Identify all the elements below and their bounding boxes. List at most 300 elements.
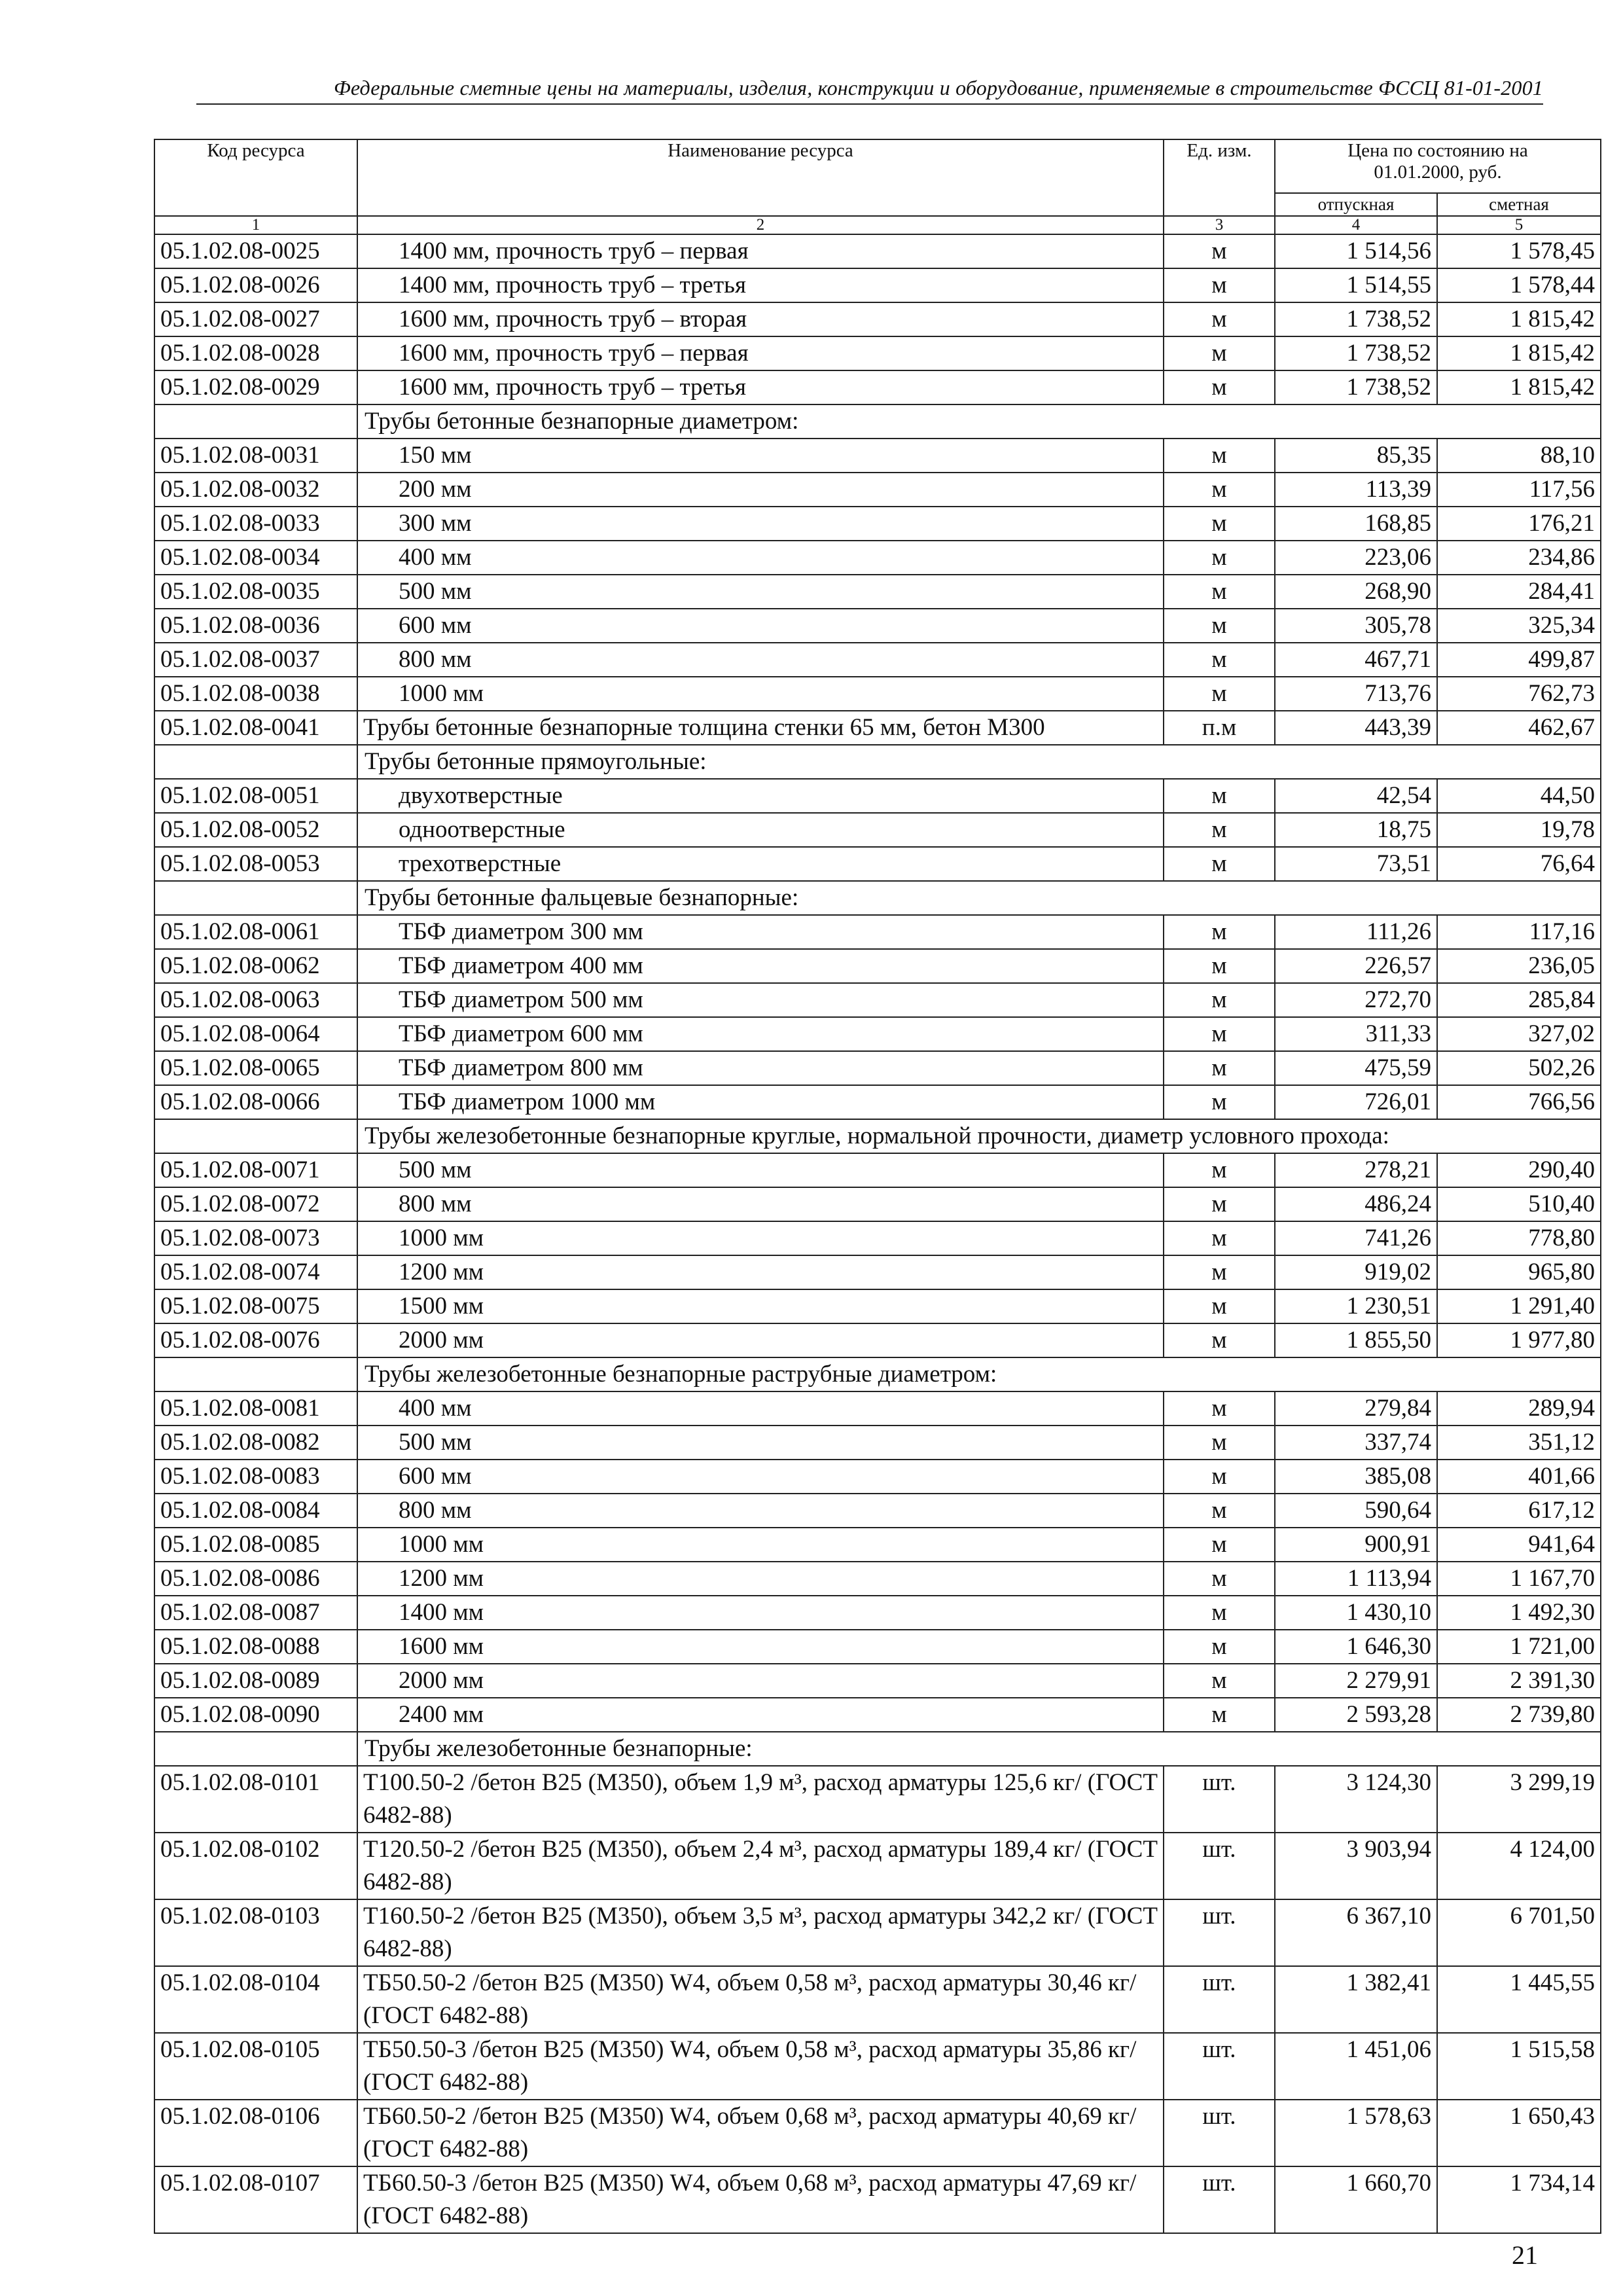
resource-code: 05.1.02.08-0081 [154, 1391, 357, 1426]
estimate-price: 1 815,42 [1437, 370, 1601, 404]
resource-code: 05.1.02.08-0053 [154, 847, 357, 881]
resource-code: 05.1.02.08-0090 [154, 1698, 357, 1732]
col-header-release: отпускная [1275, 193, 1437, 216]
table-row [154, 949, 1601, 983]
table-row [154, 1255, 1601, 1289]
resource-code: 05.1.02.08-0035 [154, 575, 357, 609]
col-number: 4 [1275, 216, 1437, 234]
table-row [154, 1698, 1601, 1732]
resource-code: 05.1.02.08-0027 [154, 302, 357, 336]
release-price: 385,08 [1275, 1460, 1437, 1494]
unit-cell: м [1164, 1187, 1275, 1221]
resource-code: 05.1.02.08-0106 [154, 2100, 357, 2166]
price-table [154, 139, 1601, 2234]
section-code-cell [154, 745, 357, 779]
resource-code: 05.1.02.08-0041 [154, 711, 357, 745]
resource-name: 1500 мм [357, 1289, 1164, 1323]
release-price: 18,75 [1275, 813, 1437, 847]
release-price: 311,33 [1275, 1017, 1437, 1051]
estimate-price: 236,05 [1437, 949, 1601, 983]
release-price: 1 738,52 [1275, 370, 1437, 404]
release-price: 279,84 [1275, 1391, 1437, 1426]
col-number: 2 [357, 216, 1164, 234]
unit-cell: м [1164, 336, 1275, 370]
estimate-price: 617,12 [1437, 1494, 1601, 1528]
unit-cell: м [1164, 1664, 1275, 1698]
resource-name: 1600 мм, прочность труб – третья [357, 370, 1164, 404]
resource-code: 05.1.02.08-0086 [154, 1562, 357, 1596]
table-row [154, 983, 1601, 1017]
running-header: Федеральные сметные цены на материалы, изделия, конструкции и оборудование, применяемые в строительстве ФССЦ 81-01-2001 [196, 75, 1543, 105]
table-row [154, 677, 1601, 711]
release-price: 85,35 [1275, 439, 1437, 473]
estimate-price: 1 167,70 [1437, 1562, 1601, 1596]
estimate-price: 6 701,50 [1437, 1899, 1601, 1966]
resource-code: 05.1.02.08-0066 [154, 1085, 357, 1119]
col-header-estimate: сметная [1437, 193, 1601, 216]
resource-name: трехотверстные [357, 847, 1164, 881]
resource-code: 05.1.02.08-0083 [154, 1460, 357, 1494]
resource-code: 05.1.02.08-0032 [154, 473, 357, 507]
release-price: 1 230,51 [1275, 1289, 1437, 1323]
section-row [154, 745, 1601, 779]
resource-code: 05.1.02.08-0072 [154, 1187, 357, 1221]
estimate-price: 351,12 [1437, 1426, 1601, 1460]
table-row [154, 1289, 1601, 1323]
release-price: 1 855,50 [1275, 1323, 1437, 1357]
unit-cell: м [1164, 1698, 1275, 1732]
estimate-price: 1 445,55 [1437, 1966, 1601, 2033]
table-row [154, 1460, 1601, 1494]
estimate-price: 1 650,43 [1437, 2100, 1601, 2166]
section-title: Трубы бетонные безнапорные диаметром: [357, 404, 1601, 439]
resource-name: 800 мм [357, 1494, 1164, 1528]
resource-code: 05.1.02.08-0025 [154, 234, 357, 268]
resource-code: 05.1.02.08-0036 [154, 609, 357, 643]
estimate-price: 1 578,45 [1437, 234, 1601, 268]
estimate-price: 1 734,14 [1437, 2166, 1601, 2233]
release-price: 337,74 [1275, 1426, 1437, 1460]
estimate-price: 766,56 [1437, 1085, 1601, 1119]
resource-name: 800 мм [357, 643, 1164, 677]
resource-name: 300 мм [357, 507, 1164, 541]
resource-code: 05.1.02.08-0063 [154, 983, 357, 1017]
resource-code: 05.1.02.08-0065 [154, 1051, 357, 1085]
release-price: 1 382,41 [1275, 1966, 1437, 2033]
col-number: 3 [1164, 216, 1275, 234]
resource-code: 05.1.02.08-0089 [154, 1664, 357, 1698]
resource-name: 500 мм [357, 1153, 1164, 1187]
unit-cell: м [1164, 439, 1275, 473]
release-price: 111,26 [1275, 915, 1437, 949]
release-price: 467,71 [1275, 643, 1437, 677]
table-row [154, 1153, 1601, 1187]
resource-name: ТБ50.50-3 /бетон В25 (М350) W4, объем 0,58 м³, расход арматуры 35,86 кг/ (ГОСТ 6482-88) [357, 2033, 1164, 2100]
table-row [154, 1391, 1601, 1426]
resource-name: 800 мм [357, 1187, 1164, 1221]
unit-cell: шт. [1164, 2100, 1275, 2166]
resource-code: 05.1.02.08-0087 [154, 1596, 357, 1630]
unit-cell: шт. [1164, 2033, 1275, 2100]
resource-name: 1000 мм [357, 1221, 1164, 1255]
estimate-price: 2 391,30 [1437, 1664, 1601, 1698]
release-price: 223,06 [1275, 541, 1437, 575]
estimate-price: 289,94 [1437, 1391, 1601, 1426]
release-price: 268,90 [1275, 575, 1437, 609]
release-price: 73,51 [1275, 847, 1437, 881]
col-header-unit: Ед. изм. [1164, 139, 1275, 216]
estimate-price: 1 977,80 [1437, 1323, 1601, 1357]
table-row [154, 439, 1601, 473]
release-price: 6 367,10 [1275, 1899, 1437, 1966]
estimate-price: 327,02 [1437, 1017, 1601, 1051]
resource-name: 1600 мм [357, 1630, 1164, 1664]
table-row [154, 2166, 1601, 2233]
resource-code: 05.1.02.08-0033 [154, 507, 357, 541]
section-row [154, 1119, 1601, 1153]
resource-name: 1200 мм [357, 1255, 1164, 1289]
unit-cell: м [1164, 507, 1275, 541]
estimate-price: 117,16 [1437, 915, 1601, 949]
release-price: 168,85 [1275, 507, 1437, 541]
table-row [154, 1528, 1601, 1562]
unit-cell: м [1164, 1391, 1275, 1426]
resource-name: 2000 мм [357, 1664, 1164, 1698]
resource-name: 400 мм [357, 541, 1164, 575]
estimate-price: 502,26 [1437, 1051, 1601, 1085]
unit-cell: м [1164, 473, 1275, 507]
unit-cell: м [1164, 1460, 1275, 1494]
table-row [154, 541, 1601, 575]
estimate-price: 1 721,00 [1437, 1630, 1601, 1664]
resource-code: 05.1.02.08-0029 [154, 370, 357, 404]
resource-name: ТБФ диаметром 300 мм [357, 915, 1164, 949]
table-row [154, 302, 1601, 336]
resource-name: 1000 мм [357, 677, 1164, 711]
table-row [154, 1664, 1601, 1698]
release-price: 113,39 [1275, 473, 1437, 507]
resource-name: двухотверстные [357, 779, 1164, 813]
unit-cell: шт. [1164, 2166, 1275, 2233]
unit-cell: м [1164, 813, 1275, 847]
resource-code: 05.1.02.08-0088 [154, 1630, 357, 1664]
release-price: 1 738,52 [1275, 336, 1437, 370]
resource-name: ТБ60.50-2 /бетон В25 (М350) W4, объем 0,68 м³, расход арматуры 40,69 кг/ (ГОСТ 6482-88) [357, 2100, 1164, 2166]
release-price: 1 514,55 [1275, 268, 1437, 302]
estimate-price: 284,41 [1437, 575, 1601, 609]
resource-code: 05.1.02.08-0052 [154, 813, 357, 847]
section-code-cell [154, 1732, 357, 1766]
resource-code: 05.1.02.08-0102 [154, 1833, 357, 1899]
section-row [154, 1732, 1601, 1766]
unit-cell: м [1164, 1426, 1275, 1460]
estimate-price: 19,78 [1437, 813, 1601, 847]
resource-code: 05.1.02.08-0037 [154, 643, 357, 677]
section-title: Трубы бетонные прямоугольные: [357, 745, 1601, 779]
table-row [154, 1596, 1601, 1630]
estimate-price: 1 815,42 [1437, 302, 1601, 336]
resource-code: 05.1.02.08-0101 [154, 1766, 357, 1833]
estimate-price: 462,67 [1437, 711, 1601, 745]
unit-cell: м [1164, 1528, 1275, 1562]
unit-cell: шт. [1164, 1899, 1275, 1966]
resource-name: ТБФ диаметром 1000 мм [357, 1085, 1164, 1119]
table-row [154, 1085, 1601, 1119]
table-row [154, 813, 1601, 847]
release-price: 278,21 [1275, 1153, 1437, 1187]
table-row [154, 1051, 1601, 1085]
table-row [154, 1187, 1601, 1221]
table-row [154, 1630, 1601, 1664]
resource-name: ТБ50.50-2 /бетон В25 (М350) W4, объем 0,58 м³, расход арматуры 30,46 кг/ (ГОСТ 6482-88) [357, 1966, 1164, 2033]
unit-cell: м [1164, 268, 1275, 302]
estimate-price: 234,86 [1437, 541, 1601, 575]
resource-code: 05.1.02.08-0105 [154, 2033, 357, 2100]
estimate-price: 941,64 [1437, 1528, 1601, 1562]
resource-code: 05.1.02.08-0103 [154, 1899, 357, 1966]
unit-cell: м [1164, 1323, 1275, 1357]
col-header-name: Наименование ресурса [357, 139, 1164, 216]
release-price: 726,01 [1275, 1085, 1437, 1119]
table-row [154, 1426, 1601, 1460]
table-row [154, 234, 1601, 268]
estimate-price: 778,80 [1437, 1221, 1601, 1255]
resource-name: 1200 мм [357, 1562, 1164, 1596]
table-row [154, 268, 1601, 302]
resource-name: 1600 мм, прочность труб – первая [357, 336, 1164, 370]
table-row [154, 1494, 1601, 1528]
release-price: 1 660,70 [1275, 2166, 1437, 2233]
resource-name: 500 мм [357, 575, 1164, 609]
unit-cell: м [1164, 1051, 1275, 1085]
table-row [154, 473, 1601, 507]
estimate-price: 1 815,42 [1437, 336, 1601, 370]
unit-cell: м [1164, 847, 1275, 881]
estimate-price: 1 291,40 [1437, 1289, 1601, 1323]
estimate-price: 325,34 [1437, 609, 1601, 643]
resource-code: 05.1.02.08-0074 [154, 1255, 357, 1289]
section-row [154, 404, 1601, 439]
unit-cell: м [1164, 609, 1275, 643]
release-price: 2 279,91 [1275, 1664, 1437, 1698]
col-number: 5 [1437, 216, 1601, 234]
resource-code: 05.1.02.08-0071 [154, 1153, 357, 1187]
section-title: Трубы бетонные фальцевые безнапорные: [357, 881, 1601, 915]
resource-name: 500 мм [357, 1426, 1164, 1460]
resource-name: ТБФ диаметром 600 мм [357, 1017, 1164, 1051]
unit-cell: м [1164, 1562, 1275, 1596]
resource-code: 05.1.02.08-0085 [154, 1528, 357, 1562]
unit-cell: м [1164, 915, 1275, 949]
release-price: 3 124,30 [1275, 1766, 1437, 1833]
resource-name: 2400 мм [357, 1698, 1164, 1732]
release-price: 475,59 [1275, 1051, 1437, 1085]
estimate-price: 117,56 [1437, 473, 1601, 507]
resource-name: 1600 мм, прочность труб – вторая [357, 302, 1164, 336]
resource-code: 05.1.02.08-0031 [154, 439, 357, 473]
release-price: 1 514,56 [1275, 234, 1437, 268]
resource-name: 600 мм [357, 609, 1164, 643]
section-title: Трубы железобетонные безнапорные круглые, нормальной прочности, диаметр условного прохода: [357, 1119, 1601, 1153]
resource-code: 05.1.02.08-0084 [154, 1494, 357, 1528]
release-price: 272,70 [1275, 983, 1437, 1017]
resource-code: 05.1.02.08-0107 [154, 2166, 357, 2233]
table-row [154, 1833, 1601, 1899]
unit-cell: п.м [1164, 711, 1275, 745]
resource-name: Т120.50-2 /бетон В25 (М350), объем 2,4 м³, расход арматуры 189,4 кг/ (ГОСТ 6482-88) [357, 1833, 1164, 1899]
section-code-cell [154, 1119, 357, 1153]
resource-name: Трубы бетонные безнапорные толщина стенки 65 мм, бетон М300 [357, 711, 1164, 745]
estimate-price: 88,10 [1437, 439, 1601, 473]
table-row [154, 1766, 1601, 1833]
release-price: 2 593,28 [1275, 1698, 1437, 1732]
estimate-price: 762,73 [1437, 677, 1601, 711]
resource-code: 05.1.02.08-0026 [154, 268, 357, 302]
section-code-cell [154, 1357, 357, 1391]
table-row [154, 1966, 1601, 2033]
unit-cell: м [1164, 983, 1275, 1017]
resource-code: 05.1.02.08-0075 [154, 1289, 357, 1323]
release-price: 443,39 [1275, 711, 1437, 745]
resource-name: 150 мм [357, 439, 1164, 473]
release-price: 741,26 [1275, 1221, 1437, 1255]
unit-cell: м [1164, 1494, 1275, 1528]
unit-cell: м [1164, 370, 1275, 404]
table-row [154, 336, 1601, 370]
estimate-price: 965,80 [1437, 1255, 1601, 1289]
resource-name: 1400 мм, прочность труб – третья [357, 268, 1164, 302]
release-price: 1 738,52 [1275, 302, 1437, 336]
release-price: 1 578,63 [1275, 2100, 1437, 2166]
unit-cell: м [1164, 1289, 1275, 1323]
section-row [154, 881, 1601, 915]
resource-code: 05.1.02.08-0104 [154, 1966, 357, 2033]
unit-cell: м [1164, 575, 1275, 609]
resource-name: ТБФ диаметром 400 мм [357, 949, 1164, 983]
estimate-price: 4 124,00 [1437, 1833, 1601, 1899]
resource-code: 05.1.02.08-0034 [154, 541, 357, 575]
unit-cell: м [1164, 234, 1275, 268]
col-header-code: Код ресурса [154, 139, 357, 216]
unit-cell: м [1164, 677, 1275, 711]
col-header-price: Цена по состоянию на 01.01.2000, руб. [1275, 139, 1601, 193]
resource-code: 05.1.02.08-0073 [154, 1221, 357, 1255]
resource-name: ТБФ диаметром 800 мм [357, 1051, 1164, 1085]
page-number: 21 [1512, 2240, 1538, 2270]
release-price: 305,78 [1275, 609, 1437, 643]
estimate-price: 44,50 [1437, 779, 1601, 813]
estimate-price: 176,21 [1437, 507, 1601, 541]
unit-cell: м [1164, 643, 1275, 677]
unit-cell: м [1164, 1630, 1275, 1664]
section-title: Трубы железобетонные безнапорные раструбные диаметром: [357, 1357, 1601, 1391]
resource-code: 05.1.02.08-0064 [154, 1017, 357, 1051]
estimate-price: 401,66 [1437, 1460, 1601, 1494]
estimate-price: 290,40 [1437, 1153, 1601, 1187]
estimate-price: 1 515,58 [1437, 2033, 1601, 2100]
resource-name: ТБФ диаметром 500 мм [357, 983, 1164, 1017]
release-price: 1 451,06 [1275, 2033, 1437, 2100]
unit-cell: м [1164, 949, 1275, 983]
unit-cell: м [1164, 1085, 1275, 1119]
resource-code: 05.1.02.08-0038 [154, 677, 357, 711]
unit-cell: шт. [1164, 1966, 1275, 2033]
release-price: 590,64 [1275, 1494, 1437, 1528]
table-row [154, 575, 1601, 609]
table-row [154, 847, 1601, 881]
section-row [154, 1357, 1601, 1391]
table-row [154, 609, 1601, 643]
col-number: 1 [154, 216, 357, 234]
resource-name: 1400 мм [357, 1596, 1164, 1630]
estimate-price: 3 299,19 [1437, 1766, 1601, 1833]
table-row [154, 2100, 1601, 2166]
unit-cell: м [1164, 1017, 1275, 1051]
table-row [154, 1323, 1601, 1357]
resource-name: 600 мм [357, 1460, 1164, 1494]
estimate-price: 510,40 [1437, 1187, 1601, 1221]
estimate-price: 76,64 [1437, 847, 1601, 881]
unit-cell: м [1164, 1153, 1275, 1187]
resource-code: 05.1.02.08-0082 [154, 1426, 357, 1460]
estimate-price: 1 492,30 [1437, 1596, 1601, 1630]
resource-code: 05.1.02.08-0076 [154, 1323, 357, 1357]
table-row [154, 1017, 1601, 1051]
table-row [154, 643, 1601, 677]
unit-cell: м [1164, 1221, 1275, 1255]
release-price: 486,24 [1275, 1187, 1437, 1221]
release-price: 226,57 [1275, 949, 1437, 983]
release-price: 900,91 [1275, 1528, 1437, 1562]
resource-name: Т100.50-2 /бетон В25 (М350), объем 1,9 м³, расход арматуры 125,6 кг/ (ГОСТ 6482-88) [357, 1766, 1164, 1833]
section-code-cell [154, 881, 357, 915]
unit-cell: шт. [1164, 1833, 1275, 1899]
table-row [154, 711, 1601, 745]
release-price: 1 430,10 [1275, 1596, 1437, 1630]
section-title: Трубы железобетонные безнапорные: [357, 1732, 1601, 1766]
table-row [154, 507, 1601, 541]
table-row [154, 1562, 1601, 1596]
unit-cell: м [1164, 779, 1275, 813]
release-price: 919,02 [1275, 1255, 1437, 1289]
estimate-price: 285,84 [1437, 983, 1601, 1017]
unit-cell: м [1164, 541, 1275, 575]
unit-cell: м [1164, 302, 1275, 336]
table-row [154, 1221, 1601, 1255]
estimate-price: 2 739,80 [1437, 1698, 1601, 1732]
table-row [154, 779, 1601, 813]
estimate-price: 1 578,44 [1437, 268, 1601, 302]
resource-code: 05.1.02.08-0028 [154, 336, 357, 370]
resource-name: ТБ60.50-3 /бетон В25 (М350) W4, объем 0,68 м³, расход арматуры 47,69 кг/ (ГОСТ 6482-88) [357, 2166, 1164, 2233]
unit-cell: м [1164, 1596, 1275, 1630]
release-price: 3 903,94 [1275, 1833, 1437, 1899]
resource-code: 05.1.02.08-0051 [154, 779, 357, 813]
resource-name: 2000 мм [357, 1323, 1164, 1357]
table-row [154, 370, 1601, 404]
resource-name: Т160.50-2 /бетон В25 (М350), объем 3,5 м³, расход арматуры 342,2 кг/ (ГОСТ 6482-88) [357, 1899, 1164, 1966]
table-row [154, 1899, 1601, 1966]
resource-code: 05.1.02.08-0062 [154, 949, 357, 983]
table-row [154, 915, 1601, 949]
release-price: 42,54 [1275, 779, 1437, 813]
resource-name: 400 мм [357, 1391, 1164, 1426]
table-body [154, 234, 1601, 2233]
release-price: 1 646,30 [1275, 1630, 1437, 1664]
unit-cell: м [1164, 1255, 1275, 1289]
resource-name: 1400 мм, прочность труб – первая [357, 234, 1164, 268]
resource-name: одноотверстные [357, 813, 1164, 847]
